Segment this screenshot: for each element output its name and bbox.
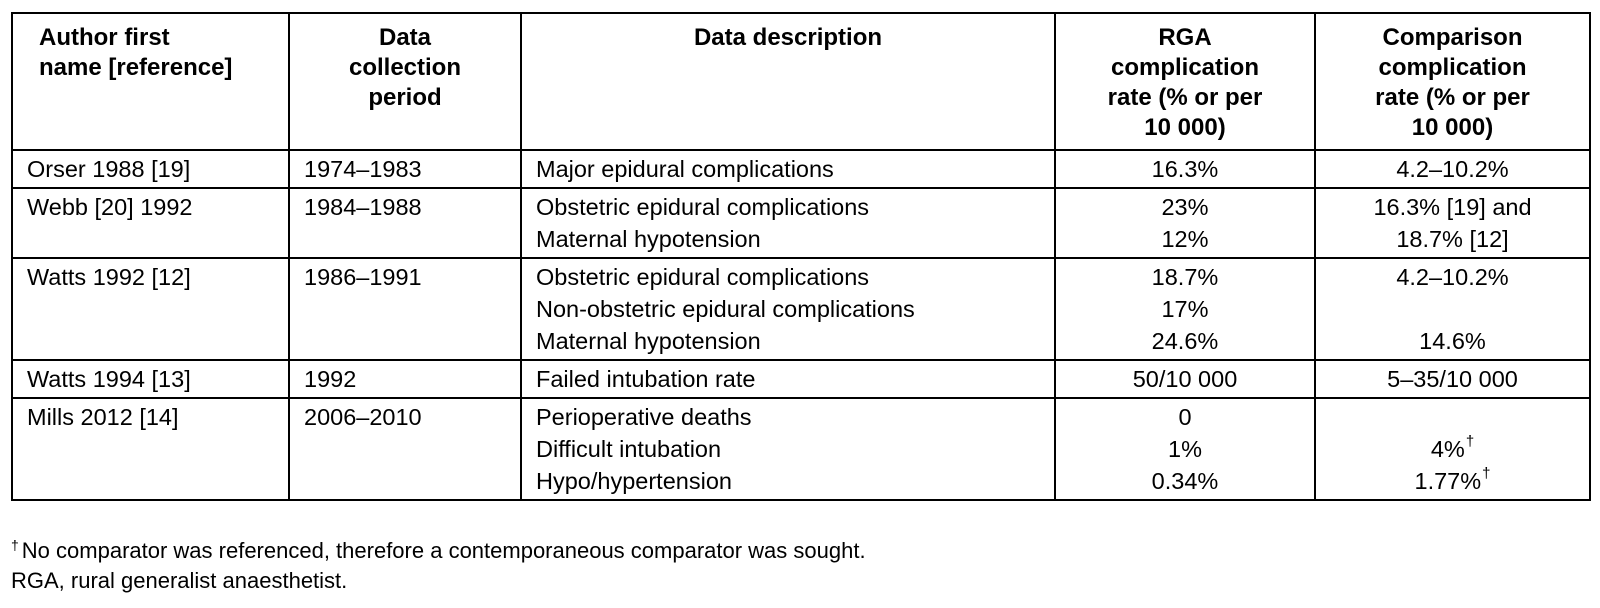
comparison-rate-value-text: 4.2–10.2% bbox=[1396, 264, 1509, 290]
comparison-rate-cell bbox=[1315, 398, 1590, 500]
table-row bbox=[12, 188, 1590, 258]
comparison-rate-value-text: 18.7% [12] bbox=[1396, 226, 1509, 252]
header-comparison-rate bbox=[1315, 13, 1590, 150]
author-cell bbox=[12, 398, 289, 500]
description-item-text: Perioperative deaths bbox=[536, 404, 752, 430]
period-cell bbox=[289, 360, 521, 398]
table-row bbox=[12, 258, 1590, 360]
comparison-rate-value bbox=[1316, 293, 1589, 325]
header-row bbox=[12, 13, 1590, 150]
rga-rate-value bbox=[1056, 223, 1314, 255]
author-cell bbox=[12, 188, 289, 258]
description-cell bbox=[521, 188, 1055, 258]
period-value-text: 1986–1991 bbox=[304, 264, 422, 290]
header-period-line: collection bbox=[348, 54, 462, 81]
author-value bbox=[27, 261, 288, 293]
rga-rate-value bbox=[1056, 293, 1314, 325]
rga-rate-value bbox=[1056, 401, 1314, 433]
description-item-text: Obstetric epidural complications bbox=[536, 264, 870, 290]
rga-rate-value bbox=[1056, 153, 1314, 185]
description-item bbox=[536, 465, 1054, 497]
rga-rate-value-text: 23% bbox=[1161, 194, 1209, 220]
description-item bbox=[536, 293, 1054, 325]
rga-rate-value-text: 16.3% bbox=[1151, 156, 1219, 182]
author-value bbox=[27, 363, 288, 395]
comparison-rate-value-text: 5–35/10 000 bbox=[1387, 366, 1518, 392]
header-period-line: Data bbox=[378, 24, 432, 51]
rga-rate-value bbox=[1056, 191, 1314, 223]
comparison-rate-cell bbox=[1315, 150, 1590, 188]
description-cell bbox=[521, 150, 1055, 188]
header-rga-line: RGA bbox=[1158, 24, 1212, 51]
comparison-rate-value-text: 14.6% bbox=[1419, 328, 1486, 354]
rga-rate-value-text: 0.34% bbox=[1151, 468, 1219, 494]
header-description-line: Data description bbox=[693, 24, 883, 51]
header-author-line: Author first bbox=[39, 24, 170, 51]
table-row bbox=[12, 360, 1590, 398]
author-value bbox=[27, 153, 288, 185]
period-cell bbox=[289, 398, 521, 500]
dagger-mark: † bbox=[1465, 433, 1475, 451]
header-rga-line: rate (% or per bbox=[1107, 84, 1263, 111]
description-item bbox=[536, 325, 1054, 357]
description-item bbox=[536, 153, 1054, 185]
period-value-text: 1984–1988 bbox=[304, 194, 422, 220]
period-value bbox=[304, 401, 520, 433]
period-value bbox=[304, 261, 520, 293]
period-value bbox=[304, 153, 520, 185]
period-cell bbox=[289, 258, 521, 360]
description-item bbox=[536, 191, 1054, 223]
rga-rate-value bbox=[1056, 325, 1314, 357]
comparison-rate-value bbox=[1316, 325, 1589, 357]
rga-rate-value bbox=[1056, 433, 1314, 465]
comparison-rate-value bbox=[1316, 363, 1589, 395]
period-value bbox=[304, 363, 520, 395]
header-comparison-line: complication bbox=[1378, 54, 1527, 81]
comparison-rate-cell bbox=[1315, 188, 1590, 258]
rga-rate-cell bbox=[1055, 258, 1315, 360]
header-rga-rate bbox=[1055, 13, 1315, 150]
author-value bbox=[27, 191, 288, 223]
description-item bbox=[536, 363, 1054, 395]
description-item-text: Failed intubation rate bbox=[536, 366, 756, 392]
table-body bbox=[12, 150, 1590, 500]
complication-rates-table bbox=[11, 12, 1591, 501]
comparison-rate-value bbox=[1316, 191, 1589, 223]
comparison-rate-value bbox=[1316, 433, 1589, 465]
description-item-text: Maternal hypotension bbox=[536, 226, 761, 252]
comparison-rate-value bbox=[1316, 465, 1589, 497]
description-item-text: Obstetric epidural complications bbox=[536, 194, 870, 220]
comparison-rate-value bbox=[1316, 223, 1589, 255]
header-rga-line: 10 000) bbox=[1144, 114, 1226, 141]
description-item-text: Non-obstetric epidural complications bbox=[536, 296, 915, 322]
period-value-text: 2006–2010 bbox=[304, 404, 422, 430]
author-value-text: Mills 2012 [14] bbox=[27, 404, 179, 430]
table-row bbox=[12, 398, 1590, 500]
header-comparison-line: Comparison bbox=[1382, 24, 1523, 51]
description-item-text: Hypo/hypertension bbox=[536, 468, 732, 494]
header-period-line: period bbox=[368, 84, 442, 111]
author-value-text: Watts 1994 [13] bbox=[27, 366, 191, 392]
rga-rate-cell bbox=[1055, 398, 1315, 500]
period-cell bbox=[289, 188, 521, 258]
rga-rate-value bbox=[1056, 363, 1314, 395]
rga-rate-value-text: 12% bbox=[1161, 226, 1209, 252]
rga-rate-cell bbox=[1055, 150, 1315, 188]
comparison-rate-cell bbox=[1315, 360, 1590, 398]
period-value-text: 1992 bbox=[304, 366, 357, 392]
header-author-line: name [reference] bbox=[39, 54, 233, 81]
comparison-rate-value bbox=[1316, 261, 1589, 293]
header-description bbox=[521, 13, 1055, 150]
description-item-text: Difficult intubation bbox=[536, 436, 722, 462]
footnotes bbox=[11, 536, 866, 596]
rga-rate-value bbox=[1056, 261, 1314, 293]
rga-rate-value-text: 1% bbox=[1168, 436, 1202, 462]
description-item bbox=[536, 401, 1054, 433]
author-cell bbox=[12, 360, 289, 398]
comparison-rate-value bbox=[1316, 153, 1589, 185]
description-cell bbox=[521, 398, 1055, 500]
description-item bbox=[536, 433, 1054, 465]
period-value bbox=[304, 191, 520, 223]
description-item-text: Maternal hypotension bbox=[536, 328, 761, 354]
comparison-rate-cell bbox=[1315, 258, 1590, 360]
abbreviation-footnote: RGA, rural generalist anaesthetist. bbox=[11, 568, 348, 593]
author-cell bbox=[12, 258, 289, 360]
table-row bbox=[12, 150, 1590, 188]
description-item-text: Major epidural complications bbox=[536, 156, 834, 182]
header-comparison-line: rate (% or per bbox=[1375, 84, 1530, 111]
rga-rate-value-text: 18.7% bbox=[1151, 264, 1219, 290]
header-comparison-line: 10 000) bbox=[1411, 114, 1494, 141]
description-cell bbox=[521, 360, 1055, 398]
header-period bbox=[289, 13, 521, 150]
period-value-text: 1974–1983 bbox=[304, 156, 422, 182]
dagger-footnote bbox=[11, 536, 866, 566]
dagger-mark: † bbox=[1482, 465, 1491, 483]
author-value bbox=[27, 401, 288, 433]
description-item bbox=[536, 261, 1054, 293]
rga-rate-value-text: 17% bbox=[1161, 296, 1209, 322]
rga-rate-value-text: 50/10 000 bbox=[1132, 366, 1238, 392]
header-rga-line: complication bbox=[1110, 54, 1260, 81]
description-item bbox=[536, 223, 1054, 255]
comparison-rate-value-text: 16.3% [19] and bbox=[1373, 194, 1532, 220]
rga-rate-value-text: 24.6% bbox=[1151, 328, 1219, 354]
author-value-text: Watts 1992 [12] bbox=[27, 264, 191, 290]
comparison-rate-value-text: 4% bbox=[1430, 436, 1465, 462]
rga-rate-cell bbox=[1055, 360, 1315, 398]
period-cell bbox=[289, 150, 521, 188]
header-author bbox=[12, 13, 289, 150]
author-cell bbox=[12, 150, 289, 188]
comparison-rate-value-text: 1.77% bbox=[1414, 468, 1482, 494]
rga-rate-cell bbox=[1055, 188, 1315, 258]
description-cell bbox=[521, 258, 1055, 360]
rga-rate-value bbox=[1056, 465, 1314, 497]
comparison-rate-value bbox=[1316, 401, 1589, 433]
dagger-footnote-text: No comparator was referenced, therefore a contemporaneous comparator was sought. bbox=[21, 538, 866, 563]
rga-rate-value-text: 0 bbox=[1178, 404, 1192, 430]
author-value-text: Orser 1988 [19] bbox=[27, 156, 191, 182]
dagger-mark: † bbox=[11, 536, 19, 553]
author-value-text: Webb [20] 1992 bbox=[27, 194, 193, 220]
comparison-rate-value-text: 4.2–10.2% bbox=[1396, 156, 1509, 182]
